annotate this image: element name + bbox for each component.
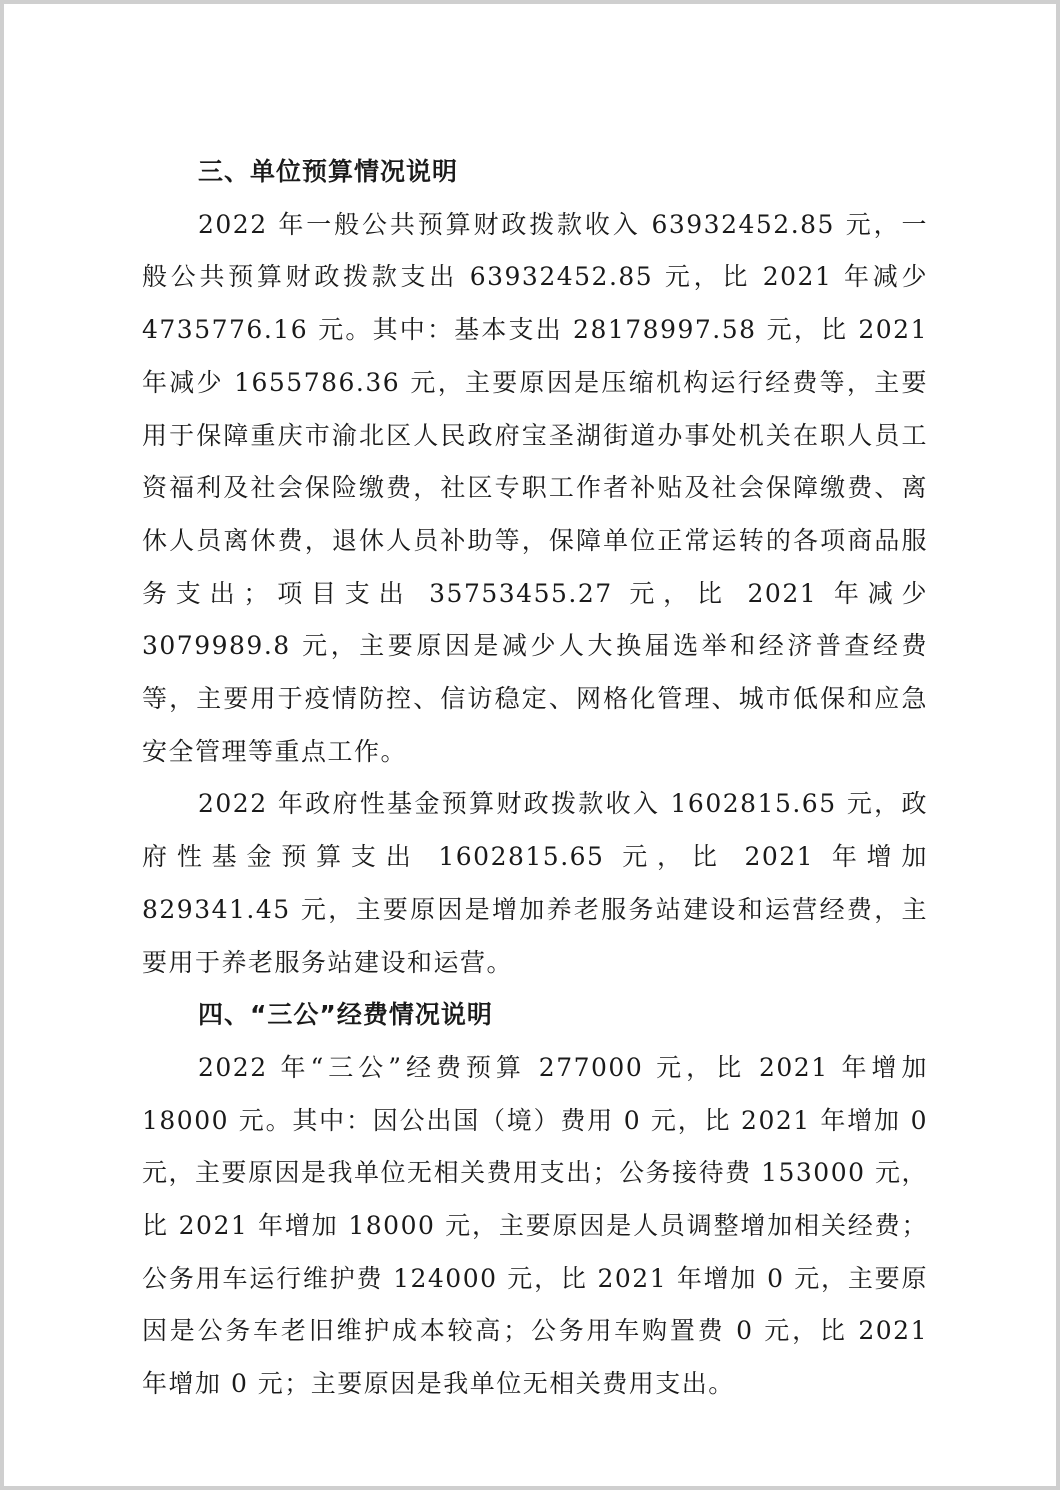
section-heading-unit-budget: 三、单位预算情况说明 [198, 157, 459, 186]
paragraph-general-budget: 2022 年一般公共预算财政拨款收入 63932452.85 元，一般公共预算财政拨款支出 63932452.85 元，比 2021 年减少 4735776.16 元。其中：基本支出 28178997.58 元，比 2021 年减少 1655786.36 元，主要原因是压缩机构运行经费等，主要用于保障重庆市渝北区人民政府宝圣湖街道办事处机关在职人员工资福利及社会保险缴费，社区专职工作者补贴及社会保障缴费、离休人员离休费，退休人员补助等，保障单位正常运转的各项商品服务支出；项目支出 35753455.27 元，比 2021 年减少 3079989.8 元，主要原因是减少人大换届选举和经济普查经费等，主要用于疫情防控、信访稳定、网格化管理、城市低保和应急安全管理等重点工作。 [142, 209, 928, 766]
document-body [142, 146, 928, 1411]
section-heading-three-public-expenses: 四、“三公”经费情况说明 [198, 1000, 493, 1030]
paragraph-three-public-expenses: 2022 年“三公”经费预算 277000 元，比 2021 年增加 18000 元。其中：因公出国（境）费用 0 元，比 2021 年增加 0 元，主要原因是我单位无相关费用支出；公务接待费 153000 元，比 2021 年增加 18000 元，主要原因是人员调整增加相关经费；公务用车运行维护费 124000 元，比 2021 年增加 0 元，主要原因是公务车老旧维护成本较高；公务用车购置费 0 元，比 2021 年增加 0 元；主要原因是我单位无相关费用支出。 [142, 1052, 928, 1399]
paragraph-government-fund: 2022 年政府性基金预算财政拨款收入 1602815.65 元，政府性基金预算支出 1602815.65 元，比 2021 年增加 829341.45 元，主要原因是增加养老服务站建设和运营经费，主要用于养老服务站建设和运营。 [142, 789, 928, 977]
